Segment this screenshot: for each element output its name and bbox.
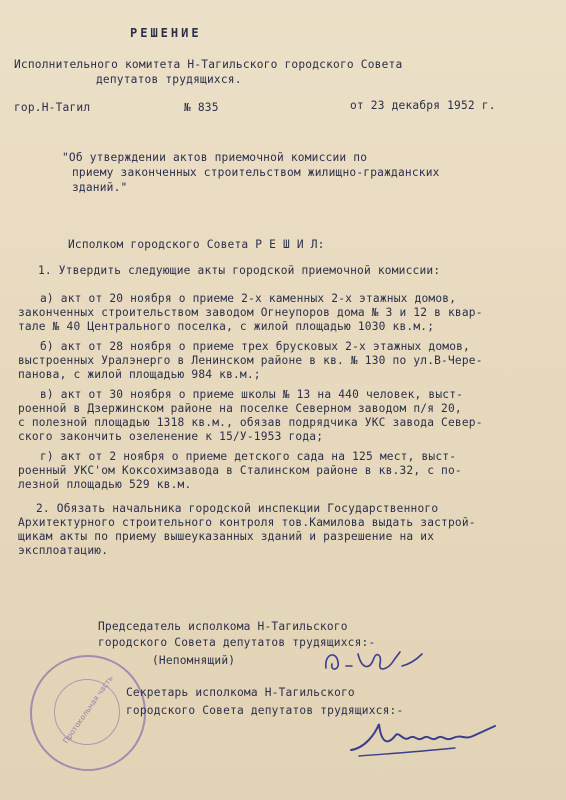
- clause-1g-line-1: г) акт от 2 ноября о приеме детского сада на 125 мест, выст-: [40, 450, 457, 463]
- clause-1b-line-2: выстроенных Уралэнерго в Ленинском районе в кв. № 130 по ул.В-Чере-: [18, 354, 483, 367]
- chair-title-line-1: Председатель исполкома Н-Тагильского: [98, 620, 348, 633]
- stamp-center-text: Протокольная часть: [61, 673, 115, 746]
- clause-1b-line-3: панова, с жилой площадью 984 кв.м.;: [18, 368, 261, 381]
- clause-1a-line-3: тале № 40 Центрального поселка, с жилой площадью 1030 кв.м.;: [18, 320, 435, 333]
- decision-date: от 23 декабря 1952 г.: [350, 99, 496, 112]
- city: гор.Н-Тагил: [14, 101, 91, 114]
- clause-1a-line-1: а) акт от 20 ноября о приеме 2-х каменных 2-х этажных домов,: [40, 292, 457, 305]
- clause-2-line-1: 2. Обязать начальника городской инспекции Государственного: [36, 502, 439, 515]
- document-title: РЕШЕНИЕ: [130, 26, 202, 40]
- resolution-heading: Исполком городского Совета Р Е Ш И Л:: [68, 238, 325, 251]
- clause-1v-line-3: с полезной площадью 1318 кв.м., обязав подрядчика УКС завода Север-: [18, 416, 483, 429]
- issuer-line-1: Исполнительного комитета Н-Тагильского городского Совета: [14, 58, 403, 71]
- clause-2-line-3: щикам акты по приему вышеуказанных зданий и разрешение на их: [18, 530, 435, 543]
- secretary-title-line-1: Секретарь исполкома Н-Тагильского: [126, 686, 355, 699]
- chair-title-line-2: городского Совета депутатов трудящихся:-: [98, 636, 376, 649]
- secretary-title-line-2: городского Совета депутатов трудящихся:-: [126, 704, 404, 717]
- clause-2-line-4: эксплоатацию.: [18, 544, 109, 557]
- clause-1v-line-1: в) акт от 30 ноября о приеме школы № 13 на 440 человек, выст-: [40, 388, 464, 401]
- secretary-signature-icon: [345, 712, 515, 764]
- subject-line-2: приему законченных строительством жилищно-гражданских: [72, 166, 440, 179]
- clause-1g-line-3: лезной площадью 529 кв.м.: [18, 478, 192, 491]
- subject-line-3: зданий.": [72, 181, 128, 194]
- clause-2-line-2: Архитектурного строительного контроля тов.Камилова выдать застрой-: [18, 516, 476, 529]
- chair-signature-icon: [318, 640, 438, 680]
- clause-1b-line-1: б) акт от 28 ноября о приеме трех брусковых 2-х этажных домов,: [40, 340, 470, 353]
- subject-line-1: "Об утверждении актов приемочной комиссии по: [62, 151, 368, 164]
- clause-1v-line-4: ского закончить озеленение к 15/У-1953 года;: [18, 430, 324, 443]
- decision-number: № 835: [184, 101, 219, 114]
- clause-1a-line-2: законченных строительством заводом Огнеупоров дома № 3 и 12 в квар-: [18, 306, 483, 319]
- issuer-line-2: депутатов трудящихся.: [96, 73, 242, 86]
- chair-name: (Непомнящий): [152, 654, 236, 667]
- clause-1g-line-2: роенный УКС'ом Коксохимзавода в Сталинском районе в кв.32, с по-: [18, 464, 462, 477]
- clause-1v-line-2: роенной в Дзержинском районе на поселке Северном заводом п/я 20,: [18, 402, 462, 415]
- clause-1: 1. Утвердить следующие акты городской приемочной комиссии:: [38, 264, 441, 277]
